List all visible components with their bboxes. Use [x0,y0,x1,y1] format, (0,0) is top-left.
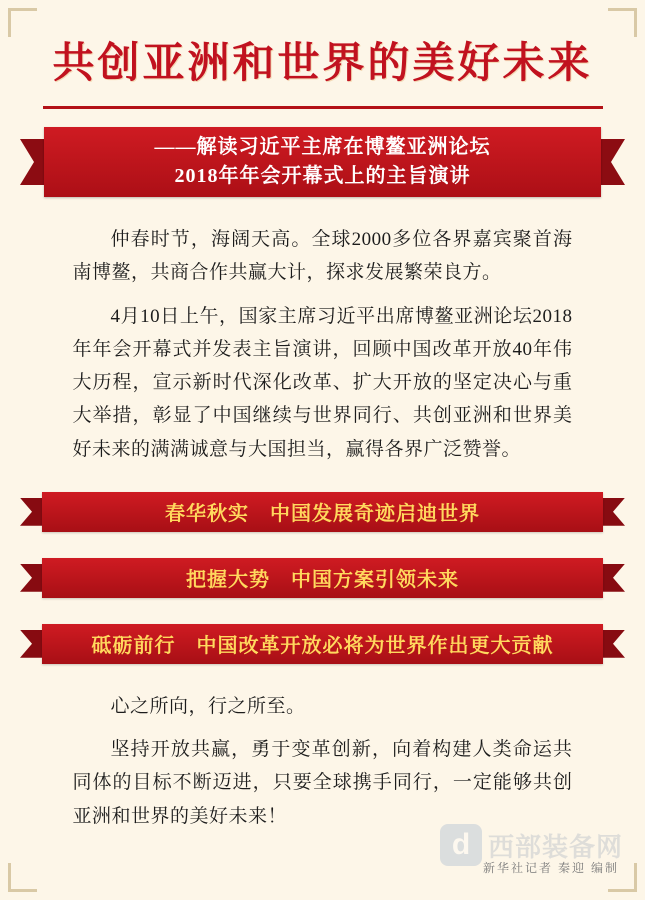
corner-ornament-top-left [8,8,37,37]
subtitle-banner [44,127,601,197]
watermark-logo-icon: d [440,824,482,866]
paragraph: 仲春时节，海阔天高。全球2000多位各界嘉宾聚首海南博鳌，共商合作共赢大计，探求发展繁荣良方。 [72,229,573,284]
section-banner-3 [20,624,625,664]
frame-top-edge [0,0,645,12]
watermark-label: 西部装备网 [487,832,623,862]
subtitle-line-1: ——解读习近平主席在博鳌亚洲论坛 [154,136,491,158]
section-label: 把握大势 中国方案引领未来 [42,558,603,598]
section-banner-list [20,492,625,664]
intro-body [73,223,573,466]
title-divider [43,106,603,109]
section-banner-1 [20,492,625,532]
section-banner-2 [20,558,625,598]
paragraph: 坚持开放共赢，勇于变革创新，向着构建人类命运共同体的目标不断迈进，只要全球携手同行，一定能够共创亚洲和世界的美好未来！ [72,739,573,827]
paragraph: 4月10日上午，国家主席习近平出席博鳌亚洲论坛2018年年会开幕式并发表主旨演讲，回顾中国改革开放40年伟大历程，宣示新时代深化改革、扩大开放的坚定决心与重大举措，彰显了中国继续与世界同行、共创亚洲和世界美好未来的满满诚意与大国担当，赢得各界广泛赞誉。 [72,305,573,460]
credit-line: 新华社记者 秦迎 编制 [482,861,619,875]
page-title: 共创亚洲和世界的美好未来 [52,41,593,87]
section-label: 砥砺前行 中国改革开放必将为世界作出更大贡献 [42,624,603,664]
subtitle-line-2: 2018年年会开幕式上的主旨演讲 [174,165,471,187]
corner-ornament-top-right [608,8,637,37]
paragraph: 心之所向，行之所至。 [110,695,306,717]
corner-ornament-bottom-left [8,863,37,892]
section-label: 春华秋实 中国发展奇迹启迪世界 [42,492,603,532]
frame-bottom-edge [0,888,645,900]
closing-body [73,690,573,833]
subtitle-ribbon [20,127,625,197]
